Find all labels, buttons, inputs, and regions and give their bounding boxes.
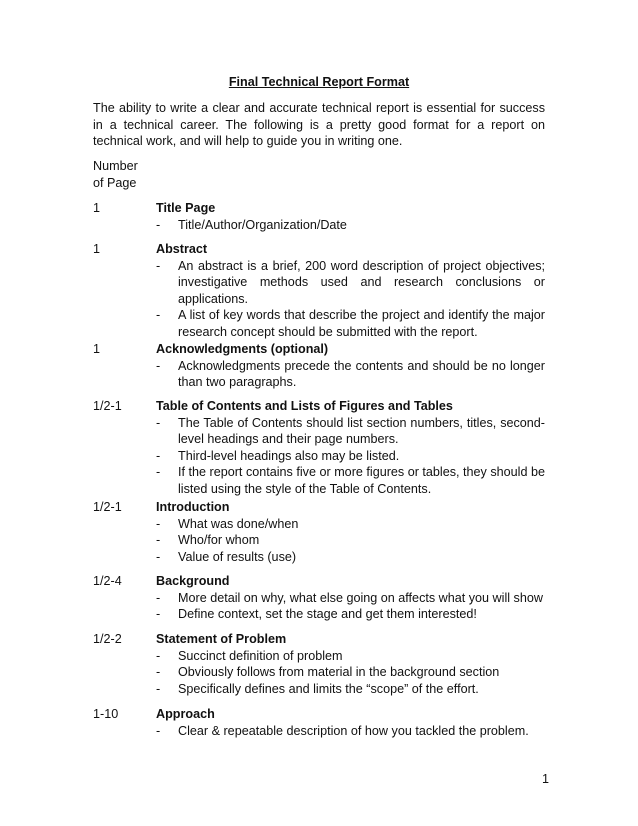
dash-bullet: - [156,358,161,373]
section-title-page [93,200,545,233]
dash-bullet: - [156,415,161,430]
list-item: - More detail on why, what else going on affects what you will show [156,590,543,605]
number-label-line: Number [93,159,138,173]
number-label-line: of Page [93,175,137,190]
dash-bullet: - [156,217,161,232]
list-item: - A list of key words that describe the project and identify the major research concept should be submitted with the report. [156,308,545,339]
dash-bullet: - [156,465,161,480]
section-page-count: 1 [93,342,101,356]
list-item: - An abstract is a brief, 200 word description of project objectives; investigative methods used and research conclusions or applications. [156,258,545,306]
section-approach [93,706,545,739]
section-acknowledgments [93,341,545,391]
dash-bullet: - [156,648,161,663]
dash-bullet: - [156,549,161,564]
list-item: - Obviously follows from material in the background section [156,665,500,680]
list-item: - Succinct definition of problem [156,648,343,663]
list-item: - Acknowledgments precede the contents and should be no longer than two paragraphs. [156,358,545,390]
dash-bullet: - [156,723,161,738]
section-abstract [93,241,545,341]
list-item: - Who/for whom [156,533,260,548]
list-item: - The Table of Contents should list section numbers, titles, second-level headings and their page numbers. [156,415,545,447]
section-page-count: 1-10 [93,707,119,721]
section-heading: Statement of Problem [156,632,287,646]
dash-bullet: - [156,681,161,696]
dash-bullet: - [156,607,161,622]
section-statement-of-problem [93,631,545,697]
dash-bullet: - [156,590,161,605]
intro-paragraph: The ability to write a clear and accurate technical report is essential for success in a technical career. The following is a pretty good format for a report on technical work, and will help to guide you in writing one. [93,101,545,149]
dash-bullet: - [156,258,161,273]
section-heading: Acknowledgments (optional) [156,342,329,356]
section-page-count: 1 [93,242,101,256]
page-number: 1 [541,772,549,786]
dash-bullet: - [156,516,161,531]
section-heading: Approach [156,707,215,721]
section-background [93,573,545,623]
page-title: Final Technical Report Format [228,75,410,89]
list-item: - If the report contains five or more figures or tables, they should be listed using the style of the Table of Contents. [156,465,545,496]
section-introduction [93,499,545,565]
dash-bullet: - [156,665,161,680]
section-heading: Introduction [156,500,230,514]
section-page-count: 1/2-1 [93,399,122,413]
section-heading: Abstract [156,242,208,256]
list-item: - Title/Author/Organization/Date [156,217,347,232]
list-item: - Third-level headings also may be listed. [156,448,400,463]
section-page-count: 1 [93,201,101,215]
list-item: - Clear & repeatable description of how you tackled the problem. [156,723,529,738]
list-item: - What was done/when [156,516,299,531]
section-heading: Background [156,574,230,588]
dash-bullet: - [156,308,161,323]
list-item: - Define context, set the stage and get them interested! [156,607,477,622]
section-table-of-contents [93,398,545,498]
list-item: - Value of results (use) [156,549,297,564]
section-heading: Title Page [156,201,216,215]
section-heading: Table of Contents and Lists of Figures and Tables [156,399,453,413]
section-page-count: 1/2-4 [93,574,122,588]
list-item: - Specifically defines and limits the “scope” of the effort. [156,681,479,696]
number-of-page-label [93,158,153,191]
section-page-count: 1/2-2 [93,632,122,646]
dash-bullet: - [156,448,161,463]
dash-bullet: - [156,533,161,548]
section-page-count: 1/2-1 [93,500,122,514]
